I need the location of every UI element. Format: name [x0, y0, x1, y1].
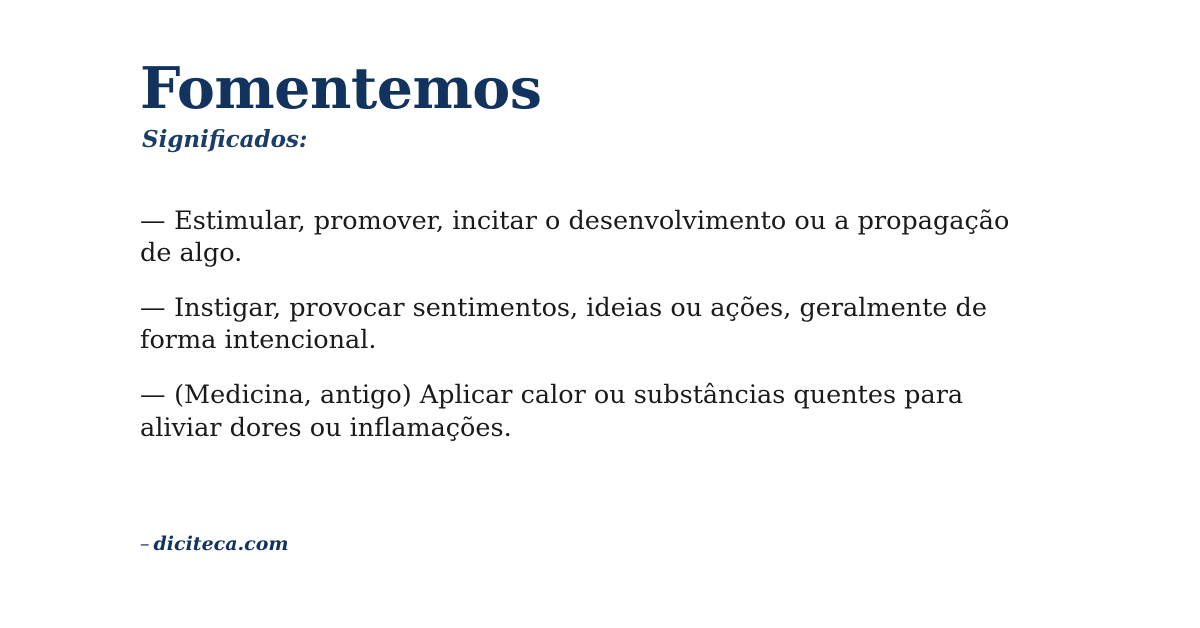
definition-dash: — — [140, 380, 166, 411]
definition-text: (Medicina, antigo) Aplicar calor ou substâncias quentes para aliviar dores ou inflamações. — [140, 380, 964, 443]
source-label[interactable]: diciteca.com — [153, 533, 289, 555]
definition-dash: — — [140, 205, 166, 236]
definition-text: Estimular, promover, incitar o desenvolvimento ou a propagação de algo. — [140, 205, 1010, 269]
source-dash: – — [140, 533, 150, 555]
source-attribution — [140, 533, 289, 555]
definition-text: Instigar, provocar sentimentos, ideias ou ações, geralmente de forma intencional. — [140, 292, 987, 356]
definition-dash: — — [140, 292, 166, 323]
definition-list — [140, 205, 1060, 445]
list-item — [140, 205, 1045, 270]
list-item — [140, 379, 1045, 444]
subtitle-meanings: Significados: — [142, 125, 308, 153]
list-item — [140, 292, 1045, 357]
page-title: Fomentemos — [140, 55, 542, 122]
